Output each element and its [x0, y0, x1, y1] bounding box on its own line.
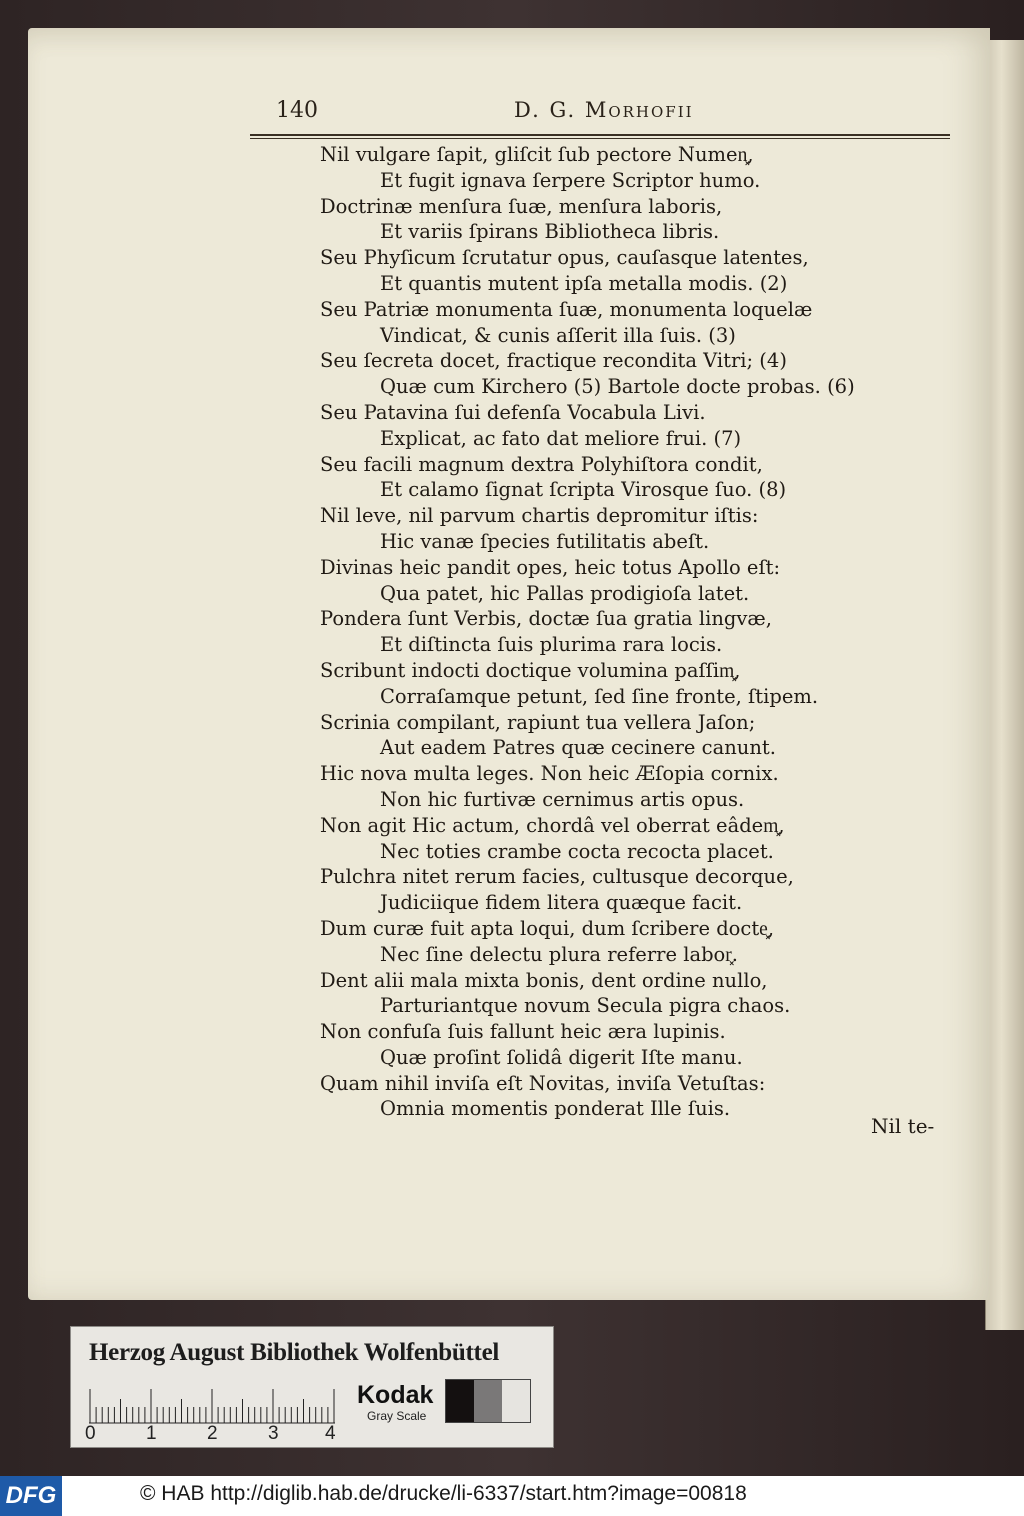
swatch-dark: [446, 1380, 474, 1422]
verse-line: Judiciique fidem litera quæque facit.: [380, 891, 743, 915]
verse-line: Divinas heic pandit opes, heic totus Apollo eſt:: [320, 555, 781, 579]
verse-line: Non agit Hic actum, chordâ vel oberrat eâdem͓,: [320, 813, 785, 837]
gray-swatches: [445, 1379, 531, 1423]
library-name: Herzog August Bibliothek Wolfenbüttel: [89, 1339, 500, 1366]
verse-line: Qua patet, hic Pallas prodigioſa latet.: [380, 581, 750, 605]
verse-line: Seu ſecreta docet, fractique recondita Vitri; (4): [320, 349, 787, 373]
verse-line: Hic nova multa leges. Non heic Æſopia cornix.: [320, 762, 779, 786]
page-header: [276, 98, 966, 128]
poem-verses: [320, 142, 940, 1122]
verse-line: Seu Patavina ſui defenſa Vocabula Livi.: [320, 400, 706, 424]
gray-scale-label: Gray Scale: [367, 1409, 427, 1423]
verse-line: Hic vanæ ſpecies futilitatis abeſt.: [380, 529, 710, 553]
running-head: D. G. Morhofii: [514, 98, 694, 122]
ruler-number: 1: [146, 1423, 157, 1444]
verse-line: Et fugit ignava ſerpere Scriptor humo.: [380, 168, 761, 192]
verse-line: Et calamo ſignat ſcripta Virosque ſuo. (8): [380, 478, 787, 502]
footer-bar: [0, 1476, 1024, 1516]
ruler-scale-icon: [89, 1387, 335, 1425]
verse-line: Et diſtincta ſuis plurima rara locis.: [380, 633, 723, 657]
facing-page-edge: [985, 40, 1024, 1330]
swatch-mid: [474, 1380, 502, 1422]
copyright-link[interactable]: © HAB http://diglib.hab.de/drucke/li-6337/start.htm?image=00818: [140, 1482, 747, 1505]
verse-line: Seu facili magnum dextra Polyhiſtora condit,: [320, 452, 763, 476]
page-number: 140: [276, 98, 318, 123]
verse-line: Quam nihil inviſa eſt Novitas, inviſa Vetuſtas:: [320, 1071, 766, 1095]
header-rule: [250, 134, 950, 136]
verse-line: Vindicat, & cunis aſſerit illa ſuis. (3): [380, 323, 736, 347]
verse-line: Pulchra nitet rerum facies, cultusque decorque,: [320, 865, 794, 889]
ruler-number: 3: [268, 1423, 279, 1444]
verse-line: Explicat, ac fato dat meliore frui. (7): [380, 426, 742, 450]
verse-line: Scrinia compilant, rapiunt tua vellera Jaſon;: [320, 710, 756, 734]
verse-line: Aut eadem Patres quæ cecinere canunt.: [380, 736, 776, 760]
ruler-number: 0: [85, 1423, 96, 1444]
verse-line: Parturiantque novum Secula pigra chaos.: [380, 994, 791, 1018]
verse-line: Nil leve, nil parvum chartis depromitur iſtis:: [320, 504, 759, 528]
verse-line: Dum curæ fuit apta loqui, dum ſcribere docte͓,: [320, 916, 775, 940]
verse-line: Scribunt indocti doctique volumina paſſim͓,: [320, 658, 741, 682]
book-page: [28, 28, 990, 1300]
swatch-light: [502, 1380, 530, 1422]
verse-line: Dent alii mala mixta bonis, dent ordine nullo,: [320, 968, 768, 992]
kodak-brand: Kodak: [357, 1381, 434, 1409]
ruler-number: 2: [207, 1423, 218, 1444]
verse-line: Nec toties crambe cocta recocta placet.: [380, 839, 774, 863]
verse-line: Et variis ſpirans Bibliotheca libris.: [380, 220, 720, 244]
verse-line: Non hic furtivæ cernimus artis opus.: [380, 787, 745, 811]
verse-line: Doctrinæ menſura ſuæ, menſura laboris,: [320, 194, 723, 218]
verse-line: Corraſamque petunt, ſed ſine fronte, ſtipem.: [380, 684, 819, 708]
verse-line: Quæ cum Kirchero (5) Bartole docte probas. (6): [380, 375, 855, 399]
dfg-logo: DFG: [0, 1476, 62, 1516]
catchword: Nil te-: [871, 1114, 935, 1138]
verse-line: Omnia momentis ponderat Ille ſuis.: [380, 1097, 731, 1121]
ruler-number: 4: [325, 1423, 336, 1444]
verse-line: Non confuſa ſuis fallunt heic æra lupinis.: [320, 1020, 726, 1044]
verse-line: Quæ proſint ſolidâ digerit Iſte manu.: [380, 1045, 743, 1069]
verse-line: Seu Phyſicum ſcrutatur opus, cauſasque latentes,: [320, 246, 809, 270]
header-rule-thin: [250, 138, 950, 139]
verse-line: Pondera ſunt Verbis, doctæ ſua gratia lingvæ,: [320, 607, 772, 631]
verse-line: Et quantis mutent ipſa metalla modis. (2): [380, 271, 788, 295]
verse-line: Nec ſine delectu plura referre labor͓.: [380, 942, 738, 966]
verse-line: Nil vulgare ſapit, gliſcit ſub pectore Numen͓,: [320, 143, 754, 166]
verse-line: Seu Patriæ monumenta ſuæ, monumenta loquelæ: [320, 297, 813, 321]
archive-label-card: [70, 1326, 554, 1448]
